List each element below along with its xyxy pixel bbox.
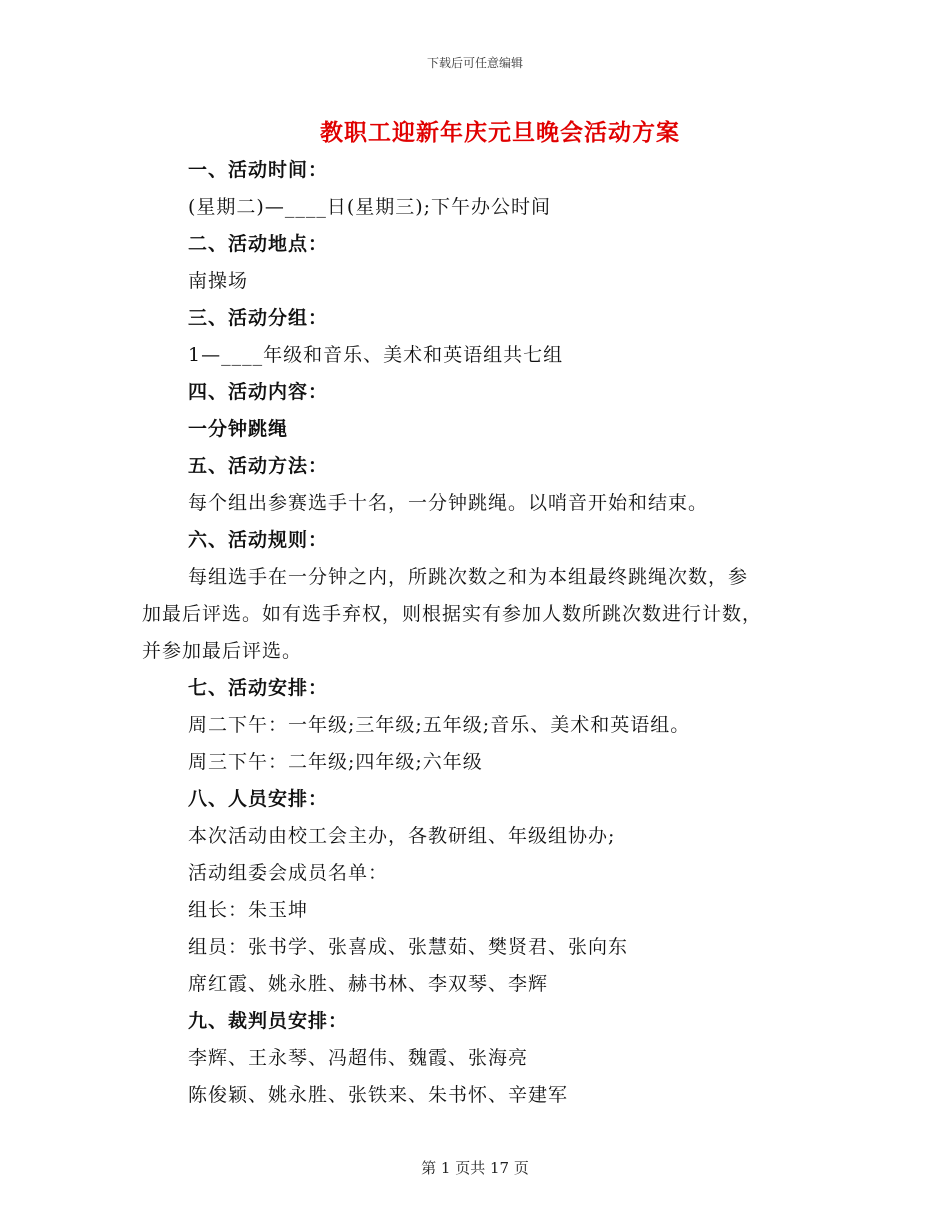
body-line: 每组选手在一分钟之内，所跳次数之和为本组最终跳绳次数，参: [188, 566, 749, 588]
body-line: 李辉、王永琴、冯超伟、魏霞、张海亮: [188, 1047, 529, 1069]
body-line: 并参加最后评选。: [142, 640, 303, 662]
body-line: (星期二)—____日(星期三);下午办公时间: [188, 196, 552, 218]
section-heading: 五、活动方法：: [188, 455, 329, 477]
body-line: 周三下午：二年级;四年级;六年级: [188, 751, 483, 773]
body-line: 本次活动由校工会主办，各教研组、年级组协办;: [188, 825, 616, 847]
body-line: 1—____年级和音乐、美术和英语组共七组: [188, 344, 564, 366]
page-footer: 第 1 页共 17 页: [421, 1159, 529, 1177]
body-line: 席红霞、姚永胜、赫书林、李双琴、李辉: [188, 973, 549, 995]
body-line: 活动组委会成员名单：: [188, 862, 389, 884]
body-line: 组员：张书学、张喜成、张慧茹、樊贤君、张向东: [188, 936, 629, 958]
section-heading: 四、活动内容：: [188, 381, 329, 403]
section-heading: 九、裁判员安排：: [188, 1010, 349, 1032]
body-line: 周二下午：一年级;三年级;五年级;音乐、美术和英语组。: [188, 714, 691, 736]
section-heading: 八、人员安排：: [188, 788, 329, 810]
section-heading: 三、活动分组：: [188, 307, 329, 329]
section-heading: 六、活动规则：: [188, 529, 329, 551]
section-heading: 一、活动时间：: [188, 159, 329, 181]
section-heading: 二、活动地点：: [188, 233, 329, 255]
section-heading: 一分钟跳绳: [188, 418, 289, 440]
section-heading: 七、活动安排：: [188, 677, 329, 699]
header-note: 下载后可任意编辑: [426, 56, 523, 70]
body-line: 加最后评选。如有选手弃权，则根据实有参加人数所跳次数进行计数，: [142, 603, 763, 625]
document-title: 教职工迎新年庆元旦晚会活动方案: [320, 119, 680, 146]
body-line: 陈俊颖、姚永胜、张铁来、朱书怀、辛建军: [188, 1084, 569, 1106]
body-line: 每个组出参赛选手十名，一分钟跳绳。以哨音开始和结束。: [188, 492, 709, 514]
body-line: 组长：朱玉坤: [188, 899, 309, 921]
body-line: 南操场: [188, 270, 249, 292]
document-body: [142, 152, 812, 1114]
